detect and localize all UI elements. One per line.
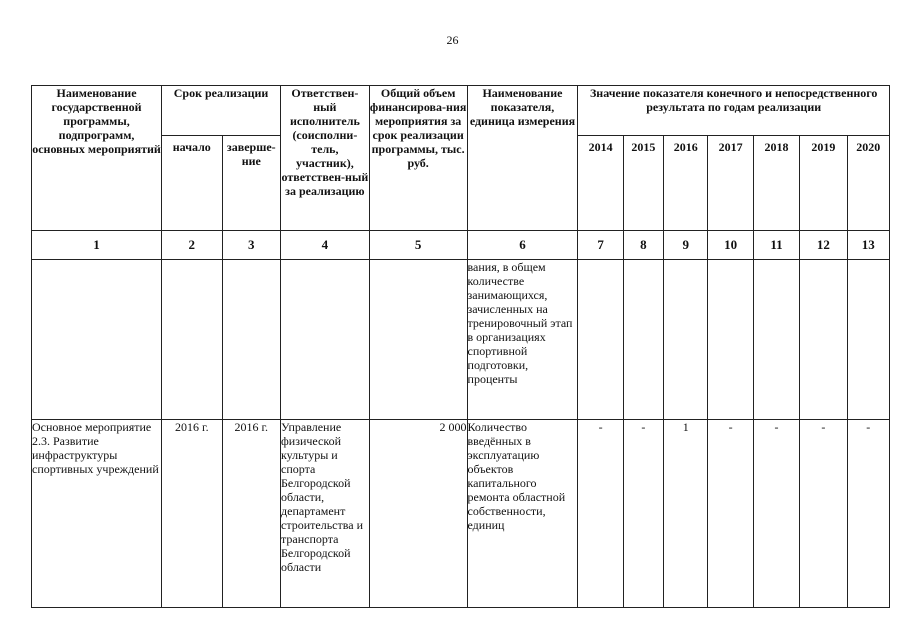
column-number: 13 bbox=[847, 231, 889, 260]
header-period-end: заверше-ние bbox=[222, 136, 280, 231]
cell-indicator: вания, в общем количестве занимающихся, зачисленных на тренировочный этап в организациях спортивной подготовки, проценты bbox=[467, 260, 578, 420]
cell-value-2019: - bbox=[800, 420, 847, 608]
cell-value-2016: 1 bbox=[664, 420, 708, 608]
column-number: 8 bbox=[623, 231, 663, 260]
cell-value-2015: - bbox=[623, 420, 663, 608]
cell-start bbox=[162, 260, 222, 420]
cell-executor bbox=[281, 260, 370, 420]
cell-value-2017 bbox=[708, 260, 753, 420]
cell-indicator: Количество введённых в эксплуатацию объектов капитального ремонта областной собственности, единиц bbox=[467, 420, 578, 608]
cell-value-2014: - bbox=[578, 420, 623, 608]
header-year: 2016 bbox=[664, 136, 708, 231]
header-period-start: начало bbox=[162, 136, 222, 231]
header-program-name: Наименование государственной программы, подпрограмм, основных мероприятий bbox=[32, 86, 162, 231]
column-number: 2 bbox=[162, 231, 222, 260]
header-financing: Общий объем финансирова-ния мероприятия за срок реализации программы, тыс. руб. bbox=[369, 86, 467, 231]
cell-program-name: Основное мероприятие 2.3. Развитие инфраструктуры спортивных учреждений bbox=[32, 420, 162, 608]
cell-program-name bbox=[32, 260, 162, 420]
table-row bbox=[32, 260, 890, 420]
cell-financing bbox=[369, 260, 467, 420]
cell-value-2018 bbox=[753, 260, 799, 420]
table-row bbox=[32, 420, 890, 608]
cell-value-2018: - bbox=[753, 420, 799, 608]
header-year: 2020 bbox=[847, 136, 889, 231]
column-number: 1 bbox=[32, 231, 162, 260]
header-year: 2019 bbox=[800, 136, 847, 231]
cell-executor: Управление физической культуры и спорта Белгородской области, департамент строительства и транспорта Белгородской области bbox=[281, 420, 370, 608]
cell-value-2016 bbox=[664, 260, 708, 420]
column-number: 3 bbox=[222, 231, 280, 260]
cell-value-2020: - bbox=[847, 420, 889, 608]
cell-value-2015 bbox=[623, 260, 663, 420]
cell-value-2020 bbox=[847, 260, 889, 420]
cell-value-2017: - bbox=[708, 420, 753, 608]
page-number: 26 bbox=[446, 33, 459, 47]
cell-end bbox=[222, 260, 280, 420]
cell-financing: 2 000 bbox=[369, 420, 467, 608]
column-number: 6 bbox=[467, 231, 578, 260]
header-values-group: Значение показателя конечного и непосредственного результата по годам реализации bbox=[578, 86, 890, 136]
cell-start: 2016 г. bbox=[162, 420, 222, 608]
column-number: 12 bbox=[800, 231, 847, 260]
column-number: 5 bbox=[369, 231, 467, 260]
cell-value-2019 bbox=[800, 260, 847, 420]
header-executor: Ответствен-ный исполнитель (соисполни-тель, участник), ответствен-ный за реализацию bbox=[281, 86, 370, 231]
column-number: 11 bbox=[753, 231, 799, 260]
header-indicator: Наименование показателя, единица измерения bbox=[467, 86, 578, 231]
cell-end: 2016 г. bbox=[222, 420, 280, 608]
column-number: 7 bbox=[578, 231, 623, 260]
header-year: 2015 bbox=[623, 136, 663, 231]
column-number: 4 bbox=[281, 231, 370, 260]
header-period: Срок реализации bbox=[162, 86, 281, 136]
header-year: 2018 bbox=[753, 136, 799, 231]
column-number: 10 bbox=[708, 231, 753, 260]
header-year: 2017 bbox=[708, 136, 753, 231]
column-number: 9 bbox=[664, 231, 708, 260]
program-table bbox=[31, 85, 890, 608]
cell-value-2014 bbox=[578, 260, 623, 420]
header-year: 2014 bbox=[578, 136, 623, 231]
